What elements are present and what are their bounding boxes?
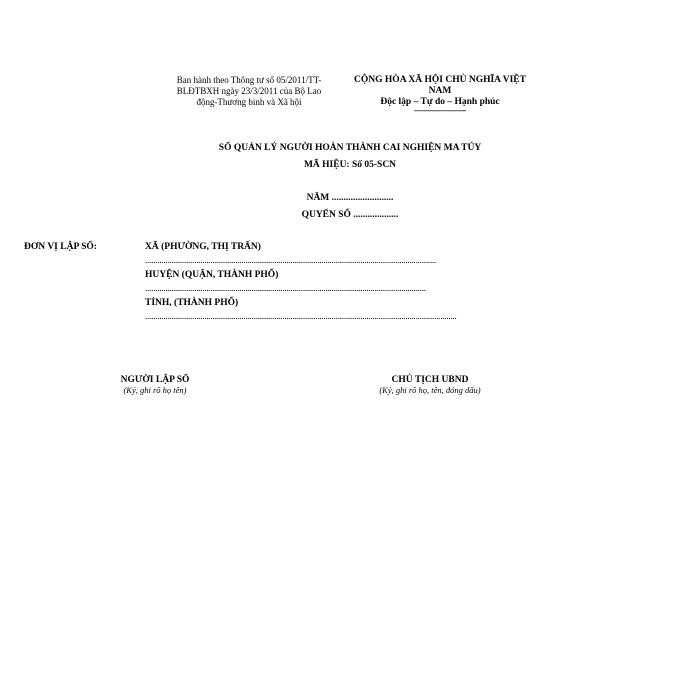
document-title: SỔ QUẢN LÝ NGƯỜI HOÀN THÀNH CAI NGHIỆN MA TÚY <box>218 143 482 153</box>
province-fill-line: ........................................................................................................................................................ <box>145 311 457 321</box>
chairman-title: CHỦ TỊCH UBND <box>391 375 469 385</box>
registering-unit-label: ĐƠN VỊ LẬP SỔ: <box>24 242 97 252</box>
national-header <box>344 75 536 115</box>
chairman-signature-block <box>345 375 515 395</box>
commune-fill-line: .............................................................................................................................................. <box>145 255 437 265</box>
motto-underline: ------------------------ <box>414 106 466 115</box>
keeper-title: NGƯỜI LẬP SỔ <box>120 375 190 385</box>
year-field: NĂM .......................... <box>306 193 394 203</box>
book-number-field: QUYỂN SỐ ................... <box>301 210 399 220</box>
province-label: TỈNH, (THÀNH PHỐ) <box>145 298 239 308</box>
nation-name-line: CỘNG HÒA XÃ HỘI CHỦ NGHĨA VIỆT <box>354 75 526 85</box>
issuer-line: Ban hành theo Thông tư số 05/2011/TT- <box>176 75 322 85</box>
nation-name-line: NAM <box>428 86 452 96</box>
district-label: HUYỆN (QUẬN, THÀNH PHỐ) <box>145 270 279 280</box>
chairman-signature-note: (Ký, ghi rõ họ, tên, đóng dấu) <box>379 385 481 395</box>
national-motto: Độc lập – Tự do – Hạnh phúc <box>380 97 500 107</box>
district-fill-line: ......................................................................................................................................... <box>145 283 426 293</box>
document-code: MÃ HIỆU: Số 05-SCN <box>303 160 397 170</box>
issuing-authority-note <box>160 75 338 108</box>
commune-label: XÃ (PHƯỜNG, THỊ TRẤN) <box>145 242 261 252</box>
issuer-line: động-Thương binh và Xã hội <box>196 97 302 107</box>
keeper-signature-block <box>95 375 215 395</box>
keeper-signature-note: (Ký, ghi rõ họ tên) <box>123 385 187 395</box>
issuer-line: BLĐTBXH ngày 23/3/2011 của Bộ Lao <box>176 86 322 96</box>
